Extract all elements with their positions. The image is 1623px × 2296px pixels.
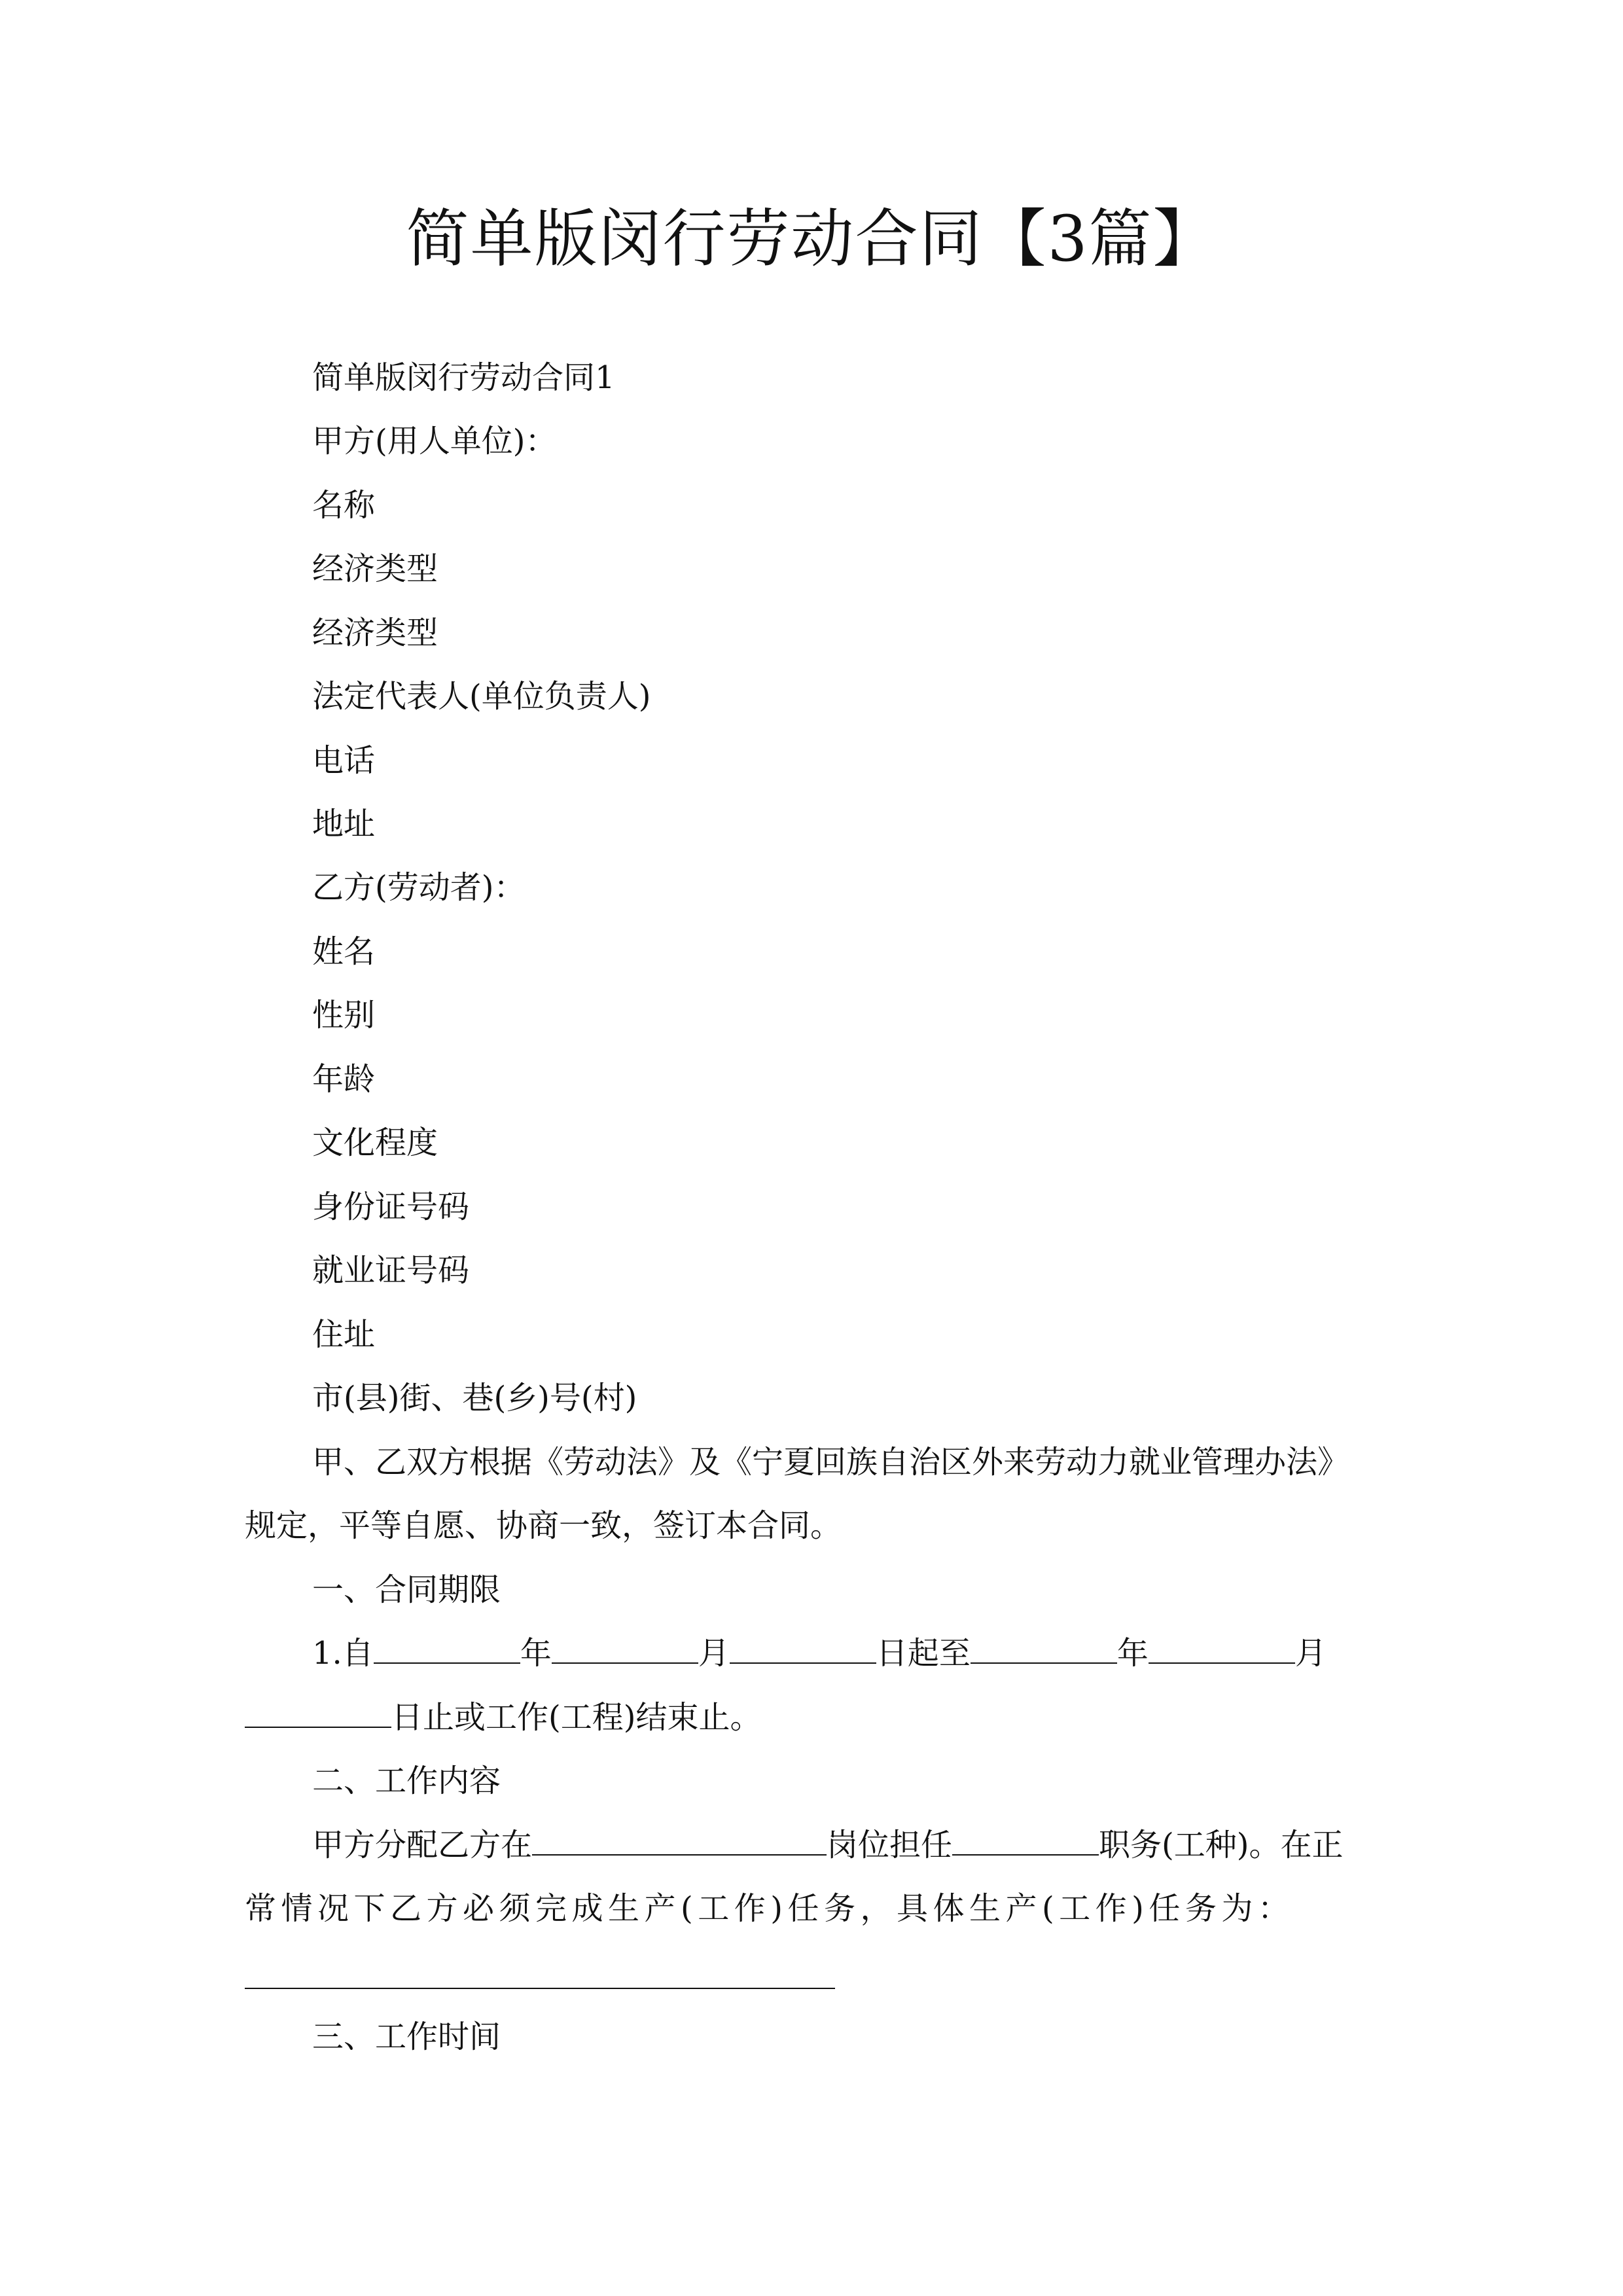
field-label-full-name: 姓名 bbox=[312, 933, 376, 970]
field-label-address-detail: 市(县)街、巷(乡)号(村) bbox=[312, 1380, 637, 1416]
start-year-blank[interactable] bbox=[374, 1634, 520, 1664]
work-content-line-2: 常情况下乙方必须完成生产(工作)任务，具体生产(工作)任务为： bbox=[245, 1890, 1294, 1927]
party-b-heading: 乙方(劳动者)： bbox=[312, 869, 526, 906]
preamble-line-1: 甲、乙双方根据《劳动法》及《宁夏回族自治区外来劳动力就业管理办法》 bbox=[312, 1444, 1349, 1480]
field-label-gender: 性别 bbox=[312, 997, 376, 1033]
end-year-blank[interactable] bbox=[971, 1634, 1117, 1664]
section-3-heading: 三、工作时间 bbox=[312, 2018, 501, 2055]
field-label-name: 名称 bbox=[312, 487, 376, 524]
section-1-heading: 一、合同期限 bbox=[312, 1571, 501, 1608]
day-from-label: 日起至 bbox=[876, 1635, 971, 1672]
year-label-2: 年 bbox=[1116, 1635, 1149, 1672]
end-month-blank[interactable] bbox=[1149, 1634, 1295, 1664]
work-content-line-1 bbox=[312, 1825, 1344, 1865]
preamble-line-2: 规定，平等自愿、协商一致，签订本合同。 bbox=[245, 1507, 842, 1544]
field-label-employment-cert: 就业证号码 bbox=[312, 1252, 470, 1289]
field-label-address: 地址 bbox=[312, 806, 376, 842]
work-content-text-a: 甲方分配乙方在 bbox=[312, 1827, 533, 1863]
document-title: 简单版闵行劳动合同【3篇】 bbox=[406, 202, 1217, 276]
field-label-age: 年龄 bbox=[312, 1061, 376, 1098]
position-blank[interactable] bbox=[532, 1825, 827, 1856]
field-label-education: 文化程度 bbox=[312, 1124, 438, 1161]
month-label-2: 月 bbox=[1294, 1635, 1327, 1672]
year-label: 年 bbox=[520, 1635, 552, 1672]
field-label-legal-representative: 法定代表人(单位负责人) bbox=[312, 678, 651, 715]
field-label-residence: 住址 bbox=[312, 1316, 376, 1353]
task-description-blank-line[interactable] bbox=[245, 1988, 835, 1989]
start-month-blank[interactable] bbox=[552, 1634, 698, 1664]
field-label-economic-type: 经济类型 bbox=[312, 550, 438, 587]
month-label: 月 bbox=[698, 1635, 730, 1672]
contract-subtitle: 简单版闵行劳动合同1 bbox=[312, 359, 615, 396]
term-prefix: 1.自 bbox=[312, 1635, 374, 1672]
field-label-economic-type-2: 经济类型 bbox=[312, 615, 438, 651]
term-line-1 bbox=[312, 1634, 1327, 1673]
term-end-text: 日止或工作(工程)结束止。 bbox=[391, 1699, 762, 1736]
end-day-blank[interactable] bbox=[245, 1698, 391, 1728]
field-label-phone: 电话 bbox=[312, 742, 376, 779]
section-2-heading: 二、工作内容 bbox=[312, 1763, 501, 1799]
field-label-id-number: 身份证号码 bbox=[312, 1189, 470, 1225]
party-a-heading: 甲方(用人单位)： bbox=[312, 423, 557, 459]
work-content-text-b: 岗位担任 bbox=[827, 1827, 953, 1863]
duty-blank[interactable] bbox=[952, 1825, 1099, 1856]
work-content-text-c: 职务(工种)。在正 bbox=[1099, 1827, 1344, 1863]
term-line-2 bbox=[245, 1698, 761, 1737]
start-day-blank[interactable] bbox=[730, 1634, 876, 1664]
